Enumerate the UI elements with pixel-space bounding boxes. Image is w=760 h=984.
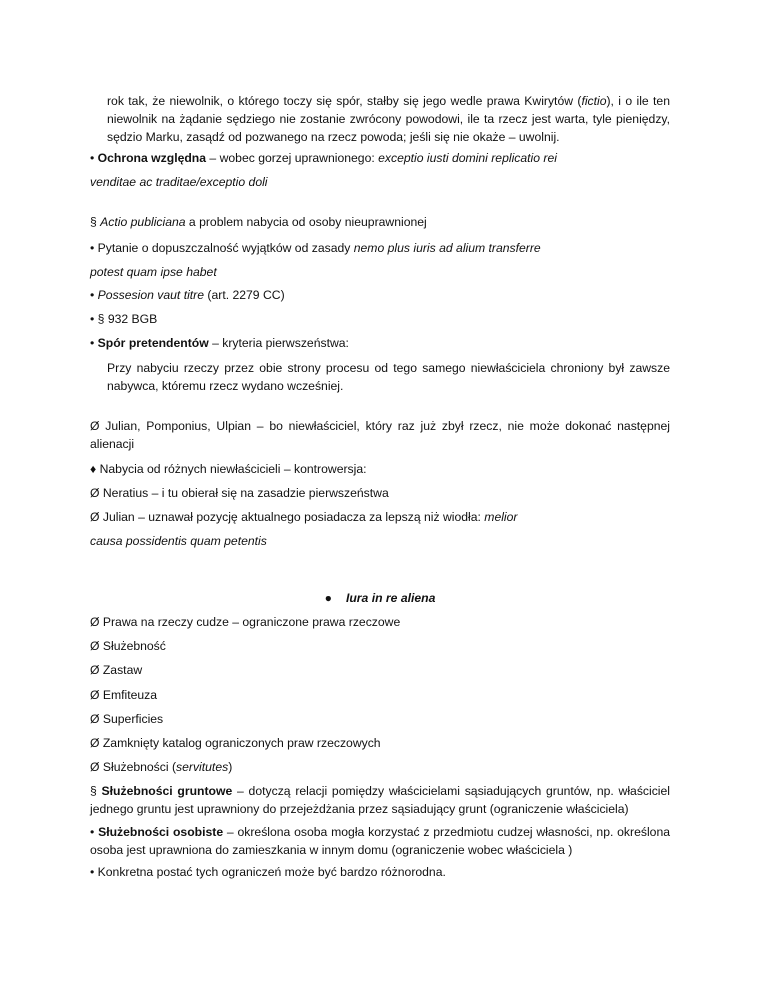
neratius-line: Ø Neratius – i tu obierał się na zasadzie pierwszeństwa — [90, 486, 389, 500]
italic-term: Possesion vaut titre — [94, 288, 205, 302]
julian-melior-continuation — [90, 532, 670, 550]
fictio-paragraph — [107, 92, 670, 146]
text-run: a problem nabycia od osoby nieuprawnionej — [185, 215, 427, 229]
servitutes-line — [90, 758, 670, 776]
italic-term: causa possidentis quam petentis — [90, 534, 267, 548]
bullet: • — [90, 288, 95, 302]
italic-term: melior — [484, 510, 518, 524]
gruntowe-paragraph — [90, 782, 670, 818]
italic-term: fictio — [581, 94, 607, 108]
pytanie-line — [90, 239, 670, 257]
julian-pomponius-line: Ø Julian, Pomponius, Ulpian – bo niewłaściciel, który raz już zbył rzecz, nie może dokonać następnej alienacji — [90, 419, 670, 451]
heading-bullet: ● — [324, 591, 332, 605]
possesion-line — [90, 286, 670, 304]
bullet: • — [90, 151, 95, 165]
section-mark: § — [90, 215, 101, 229]
text-run: ) — [228, 760, 233, 774]
text-run: ), i o ile ten niewolnik na żądanie sędziego nie zostanie zwrócony powodowi, ile ta rzecz jest warta, tyle pieniędzy, sędzio Marku, zasądź od pozwanego na rzecz powoda; jeśli się nie okaże – uwolnij. — [107, 94, 670, 144]
bullet: • — [90, 825, 95, 839]
bgb-line: • § 932 BGB — [90, 312, 158, 326]
julian-melior-line — [90, 508, 670, 526]
section-mark: § — [90, 784, 102, 798]
list-item-zastaw: Ø Zastaw — [90, 663, 143, 677]
ochrona-line — [90, 149, 670, 167]
bold-term: Ochrona względna — [97, 151, 207, 165]
text-run: Pytanie o dopuszczalność wyjątków od zasady — [94, 241, 354, 255]
publiciana-line — [90, 213, 670, 231]
section-heading — [0, 589, 760, 607]
spor-paragraph: Przy nabyciu rzeczy przez obie strony procesu od tego samego niewłaściciela chroniony był zawsze nabywca, któremu rzecz wydano wcześniej. — [107, 361, 670, 393]
osobiste-paragraph — [90, 823, 670, 859]
italic-term: servitutes — [176, 760, 229, 774]
konkretna-line: • Konkretna postać tych ograniczeń może być bardzo różnorodna. — [90, 865, 446, 879]
bold-term: Służebności gruntowe — [101, 784, 233, 798]
text-run: – kryteria pierwszeństwa: — [208, 336, 349, 350]
bullet: • — [90, 336, 95, 350]
bold-term: Służebności osobiste — [94, 825, 224, 839]
bullet: • — [90, 241, 95, 255]
text-run: Ø Julian – uznawał pozycję aktualnego posiadacza za lepszą niż wiodła: — [90, 510, 485, 524]
list-item-katalog: Ø Zamknięty katalog ograniczonych praw rzeczowych — [90, 736, 381, 750]
italic-term: Actio publiciana — [100, 215, 186, 229]
list-item-sluzebnosc: Ø Służebność — [90, 639, 166, 653]
ochrona-continuation — [90, 173, 670, 191]
pytanie-continuation — [90, 263, 670, 281]
list-item-emfiteuza: Ø Emfiteuza — [90, 688, 158, 702]
nabycie-line: ♦ Nabycia od różnych niewłaścicieli – kontrowersja: — [90, 462, 367, 476]
spor-line — [90, 334, 670, 352]
bold-term: Spór pretendentów — [94, 336, 209, 350]
text-run: Ø Służebności ( — [90, 760, 177, 774]
text-run: – określona osoba mogła korzystać z przedmiotu cudzej własności, np. określona osoba jest uprawniona do zamieszkania w innym domu (ograniczenie wobec właściciela ) — [90, 825, 671, 857]
italic-term: potest quam ipse habet — [90, 265, 217, 279]
italic-term: exceptio iusti domini replicatio rei — [378, 151, 557, 165]
text-run: rok tak, że niewolnik, o którego toczy się spór, stałby się jego wedle prawa Kwirytów ( — [107, 94, 582, 108]
list-item-prawa: Ø Prawa na rzeczy cudze – ograniczone prawa rzeczowe — [90, 615, 401, 629]
text-run: (art. 2279 CC) — [204, 288, 285, 302]
heading-text: Iura in re aliena — [345, 591, 436, 605]
list-item-superficies: Ø Superficies — [90, 712, 164, 726]
italic-term: venditae ac traditae/exceptio doli — [90, 175, 268, 189]
text-run: – dotyczą relacji pomiędzy właścicielami sąsiadujących gruntów, np. właściciel jednego gruntu jest uprawniony do przejeżdżania przez sąsiadujący grunt (ograniczenie właściciela) — [90, 784, 671, 816]
text-run: – wobec gorzej uprawnionego: — [206, 151, 379, 165]
italic-term: nemo plus iuris ad alium transferre — [353, 241, 541, 255]
